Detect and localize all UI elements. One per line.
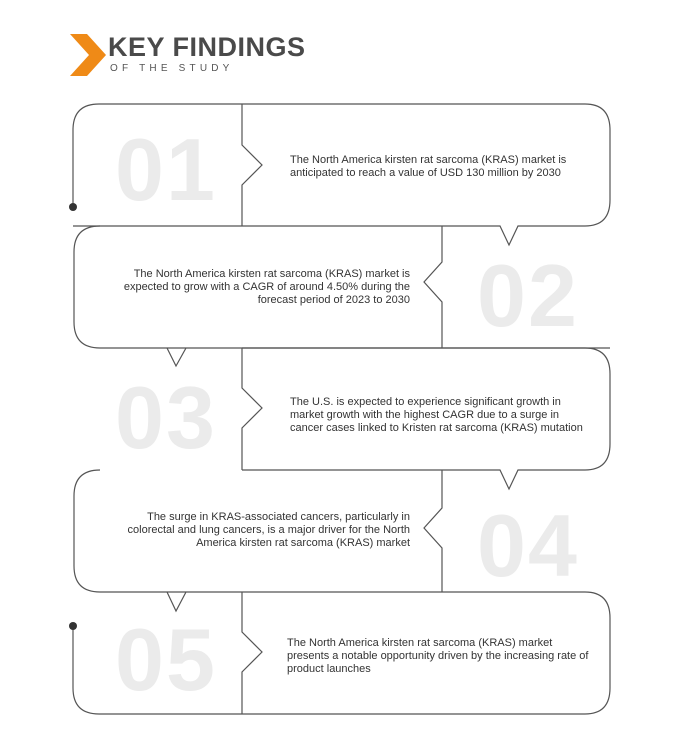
finding-number: 02 bbox=[477, 246, 579, 345]
page-subtitle: OF THE STUDY bbox=[110, 63, 234, 74]
finding-text: The surge in KRAS-associated cancers, particularly in colorectal and lung cancers, is a major driver for the North America kirsten rat sarcoma (KRAS) market bbox=[127, 511, 410, 549]
finding-number: 01 bbox=[115, 120, 217, 219]
finding-text: The U.S. is expected to experience significant growth in market growth with the highest CAGR due to a surge in cancer cases linked to Kristen rat sarcoma (KRAS) mutation bbox=[290, 396, 583, 434]
finding-number: 03 bbox=[115, 368, 217, 467]
finding-number: 04 bbox=[477, 496, 579, 595]
finding-number: 05 bbox=[115, 610, 217, 709]
finding-text: The North America kirsten rat sarcoma (KRAS) market is expected to grow with a CAGR of around 4.50% during the forecast period of 2023 to 2030 bbox=[123, 268, 410, 306]
finding-text: The North America kirsten rat sarcoma (KRAS) market is anticipated to reach a value of USD 130 million by 2030 bbox=[290, 154, 567, 179]
page-title: KEY FINDINGS bbox=[108, 32, 306, 62]
finding-text: The North America kirsten rat sarcoma (KRAS) market presents a notable opportunity driven by the increasing rate of product launches bbox=[287, 637, 589, 675]
